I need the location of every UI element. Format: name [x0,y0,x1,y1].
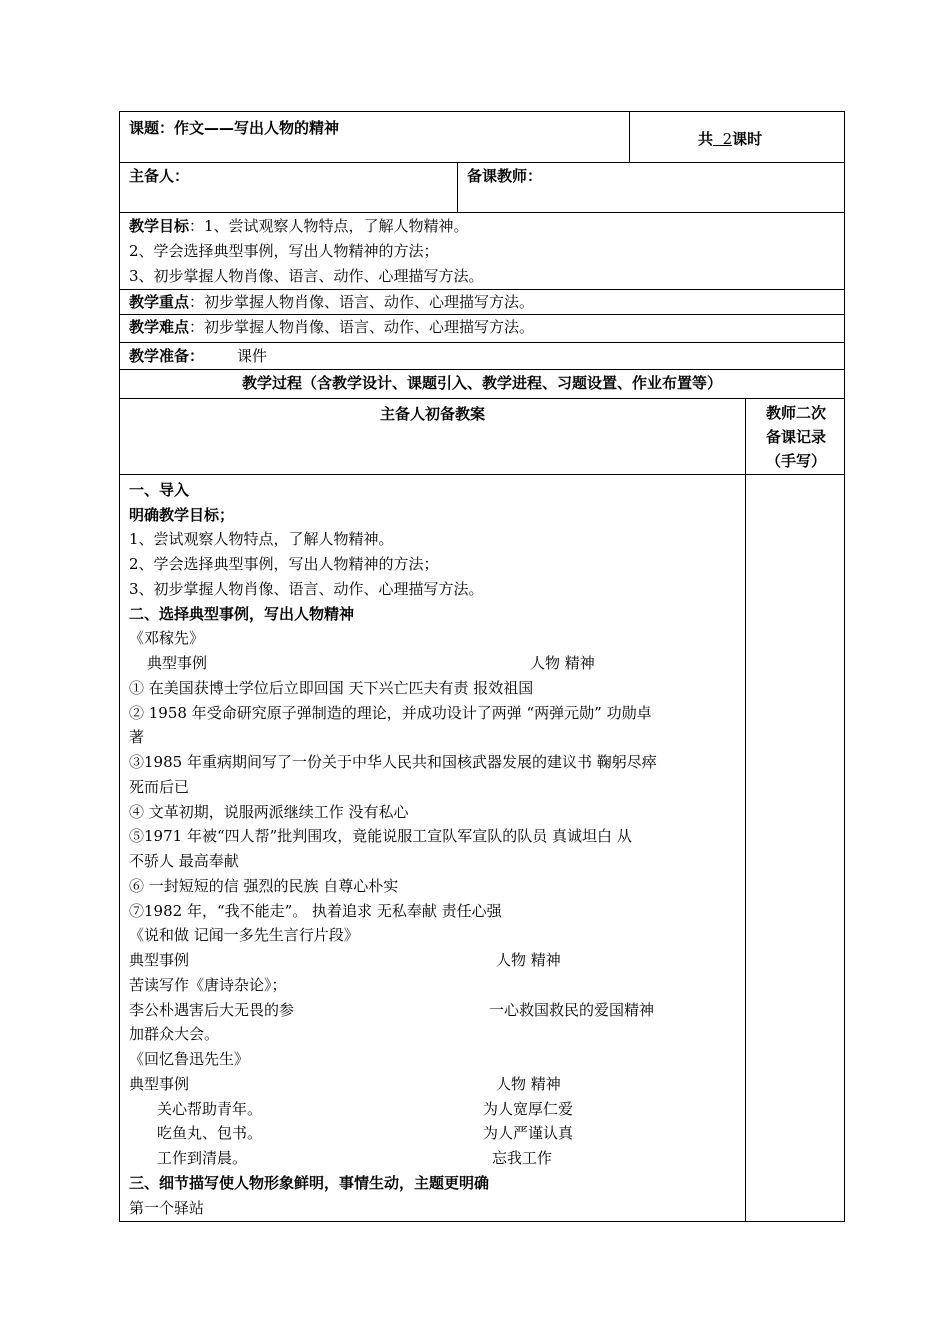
section-heading-3: 三、细节描写使人物形象鲜明，事情生动，主题更明确 [129,1174,490,1192]
text-title-deng: 《邓稼先》 [129,629,205,647]
section-heading-2: 二、选择典型事例，写出人物精神 [129,605,355,623]
goal-line-3: 3、初步掌握人物肖像、语言、动作、心理描写方法。 [129,267,484,285]
preparer-label: 主备人： [129,167,190,185]
title-divider [629,112,630,162]
second-prep-header-2: 备课记录 [765,428,826,446]
case-line-3-cont: 死而后已 [129,778,190,796]
main-plan-header: 主备人初备教案 [379,405,485,423]
case-line-5-cont: 不骄人 最高奉献 [129,852,239,870]
text-title-wen: 《说和做 记闻一多先生言行片段》 [129,926,359,944]
difficulty-row [119,314,845,343]
title-row [119,111,845,163]
lu-spirit-3: 忘我工作 [492,1149,553,1167]
objectives-heading: 明确教学目标； [129,506,235,524]
text-title-lu: 《回忆鲁迅先生》 [129,1050,250,1068]
focus-line [129,293,534,311]
lesson-title-label: 课题： [129,119,175,137]
section-heading-1: 一、导入 [129,481,190,499]
wen-case-1: 苦读写作《唐诗杂论》； [129,976,287,994]
second-prep-notes[interactable] [746,475,844,1221]
objective-line-1: 1、尝试观察人物特点，了解人物精神。 [129,530,394,548]
period-count [698,130,762,148]
case-line-2-cont: 著 [129,728,145,746]
column-header-row [119,398,845,475]
objective-line-3: 3、初步掌握人物肖像、语言、动作、心理描写方法。 [129,580,484,598]
focus-row [119,289,845,315]
lesson-title-text: 作文——写出人物的精神 [174,119,340,137]
column-spirit-2: 人物 精神 [496,951,561,969]
column-typical-case-2: 典型事例 [129,951,190,969]
case-line-7: ⑦1982 年，“我不能走”。 执着追求 无私奉献 责任心强 [129,902,502,920]
second-prep-header-3: （手写） [765,452,826,470]
prep-text: 课件 [237,347,268,365]
second-prep-header-1: 教师二次 [765,404,826,422]
objective-line-2: 2、学会选择典型事例，写出人物精神的方法； [129,555,439,573]
difficulty-text: ：初步掌握人物肖像、语言、动作、心理描写方法。 [189,318,535,336]
case-line-2: ② 1958 年受命研究原子弹制造的理论，并成功设计了两弹 “两弹元勋” 功勋卓 [129,704,652,722]
lu-spirit-2: 为人严谨认真 [483,1124,574,1142]
goal-line-2: 2、学会选择典型事例，写出人物精神的方法； [129,242,439,260]
period-suffix: 课时 [732,130,763,148]
content-row [119,474,845,1222]
prep-label: 教学准备： [129,347,205,365]
goals-row [119,212,845,290]
lu-spirit-1: 为人宽厚仁爱 [483,1100,574,1118]
lu-case-1: 关心帮助青年。 [157,1100,263,1118]
lu-case-2: 吃鱼丸、包书。 [157,1124,263,1142]
goals-label: 教学目标 [129,217,190,235]
difficulty-label: 教学难点 [129,318,190,336]
wen-case-2: 李公朴遇害后大无畏的参 [129,1001,295,1019]
case-line-5: ⑤1971 年被“四人帮”批判围攻，竟能说服工宣队军宣队的队员 真诚坦白 从 [129,827,632,845]
column-spirit-3: 人物 精神 [496,1075,561,1093]
goal-line-1 [129,217,469,235]
main-plan-content [120,475,745,1221]
column-typical-case-3: 典型事例 [129,1075,190,1093]
period-prefix: 共 [698,130,714,148]
preparer-divider [457,163,458,212]
case-line-3: ③1985 年重病期间写了一份关于中华人民共和国核武器发展的建议书 鞠躬尽瘁 [129,753,657,771]
focus-text: ：初步掌握人物肖像、语言、动作、心理描写方法。 [189,293,535,311]
prep-row [119,342,845,370]
lesson-title [129,119,339,137]
lu-case-3: 工作到清晨。 [157,1149,248,1167]
difficulty-line [129,318,534,336]
process-title-row [119,369,845,399]
goal-first: ：1、尝试观察人物特点，了解人物精神。 [189,217,469,235]
teacher-label: 备课教师： [467,167,543,185]
case-line-1: ① 在美国获博士学位后立即回国 天下兴亡匹夫有责 报效祖国 [129,679,534,697]
wen-spirit-2: 一心救国救民的爱国精神 [489,1001,655,1019]
focus-label: 教学重点 [129,293,190,311]
case-line-6: ⑥ 一封短短的信 强烈的民族 自尊心朴实 [129,877,399,895]
preparer-row [119,162,845,213]
case-line-4: ④ 文革初期，说服两派继续工作 没有私心 [129,803,409,821]
wen-case-2-cont: 加群众大会。 [129,1025,220,1043]
first-station: 第一个驿站 [129,1199,205,1217]
period-number: 2 [722,130,733,148]
process-title: 教学过程（含教学设计、课题引入、教学进程、习题设置、作业布置等） [241,374,722,392]
column-spirit: 人物 精神 [530,654,595,672]
column-typical-case: 典型事例 [147,654,208,672]
